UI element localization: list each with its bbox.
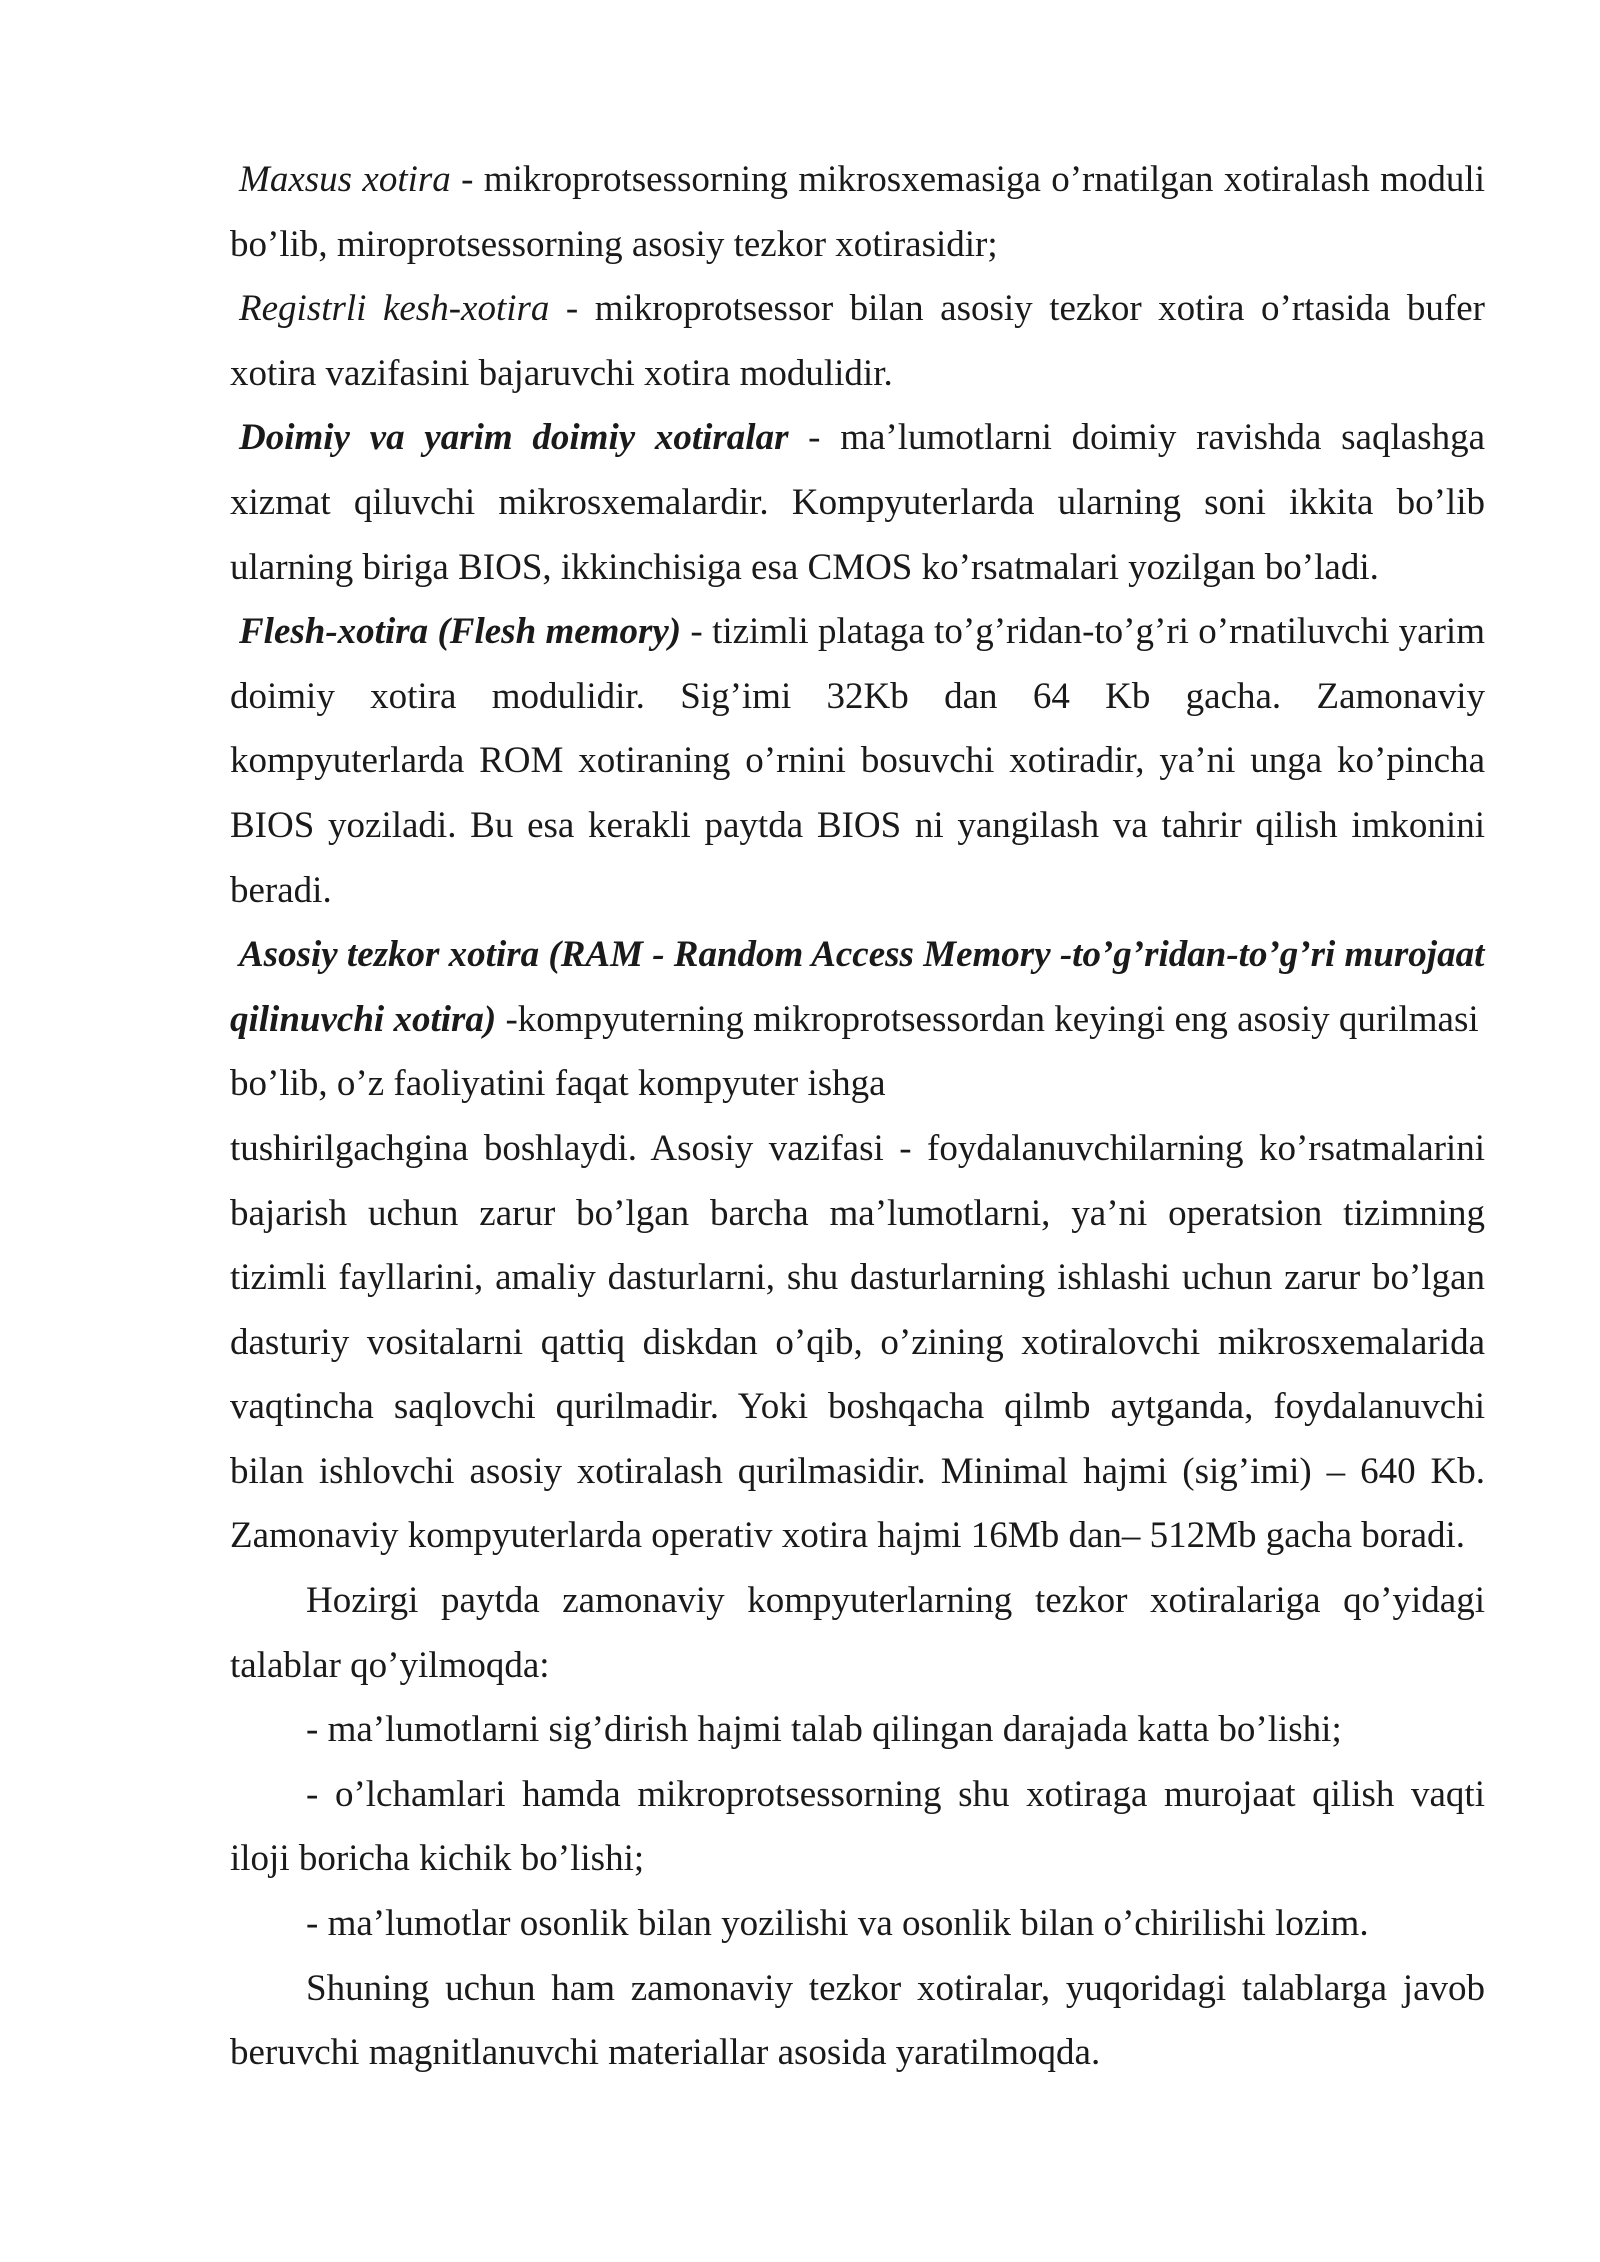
document-page (230, 148, 1485, 2086)
paragraph-registrli-kesh-xotira (230, 277, 1485, 406)
paragraph-doimiy-xotiralar (230, 406, 1485, 600)
paragraph-asosiy-vazifasi: tushirilgachgina boshlaydi. Asosiy vazifasi - foydalanuvchilarning ko’rsatmalarini bajarish uchun zarur bo’lgan barcha ma’lumotlarni, ya’ni operatsion tizimning tizimli fayllarini, amaliy dasturlarni, shu dasturlarning ishlashi uchun zarur bo’lgan dasturiy vositalarni qattiq diskdan o’qib, o’zining xotiralovchi mikrosxemalarida vaqtincha saqlovchi qurilmadir. Yoki boshqacha qilmb aytganda, foydalanuvchi bilan ishlovchi asosiy xotiralash qurilmasidir. Minimal hajmi (sig’imi) – 640 Kb. Zamonaviy kompyuterlarda operativ xotira hajmi 16Mb dan– 512Mb gacha boradi. (230, 1127, 1485, 1557)
paragraph-text: - mikroprotsessor bilan asosiy tezkor xotira o’rtasida bufer xotira vazifasini bajaruvchi xotira modulidir. (230, 288, 1485, 394)
term-flesh-xotira: Flesh-xotira (Flesh memory) (239, 611, 682, 653)
list-item-talab-1: - ma’lumotlarni sig’dirish hajmi talab qilingan darajada katta bo’lishi; (306, 1709, 1342, 1751)
term-doimiy-xotiralar: Doimiy va yarim doimiy xotiralar (239, 417, 789, 459)
paragraph-flesh-xotira (230, 600, 1485, 923)
paragraph-text: - mikroprotsessorning mikrosxemasiga o’rnatilgan xotiralash moduli bo’lib, miroprotsessorning asosiy tezkor xotirasidir; (230, 159, 1485, 265)
paragraph-xulosa: Shuning uchun ham zamonaviy tezkor xotiralar, yuqoridagi talablarga javob beruvchi magnitlanuvchi materiallar asosida yaratilmoqda. (230, 1967, 1485, 2074)
term-maxsus-xotira: Maxsus xotira (239, 159, 451, 200)
paragraph-asosiy-tezkor-xotira (230, 923, 1485, 1117)
paragraph-text: - tizimli plataga to’g’ridan-to’g’ri o’rnatiluvchi yarim doimiy xotira modulidir. Sig’imi 32Kb dan 64 Kb gacha. Zamonaviy kompyuterlarda ROM xotiraning o’rnini bosuvchi xotiradir, ya’ni unga ko’pincha BIOS yoziladi. Bu esa kerakli paytda BIOS ni yangilash va tahrir qilish imkonini beradi. (230, 611, 1485, 911)
term-registrli-kesh-xotira: Registrli kesh-xotira (239, 288, 550, 330)
paragraph-talablar-intro: Hozirgi paytda zamonaviy kompyuterlarning tezkor xotiralariga qo’yidagi talablar qo’yilmoqda: (230, 1580, 1485, 1686)
list-item-talab-3: - ma’lumotlar osonlik bilan yozilishi va osonlik bilan o’chirilishi lozim. (306, 1903, 1369, 1945)
paragraph-maxsus-xotira (230, 148, 1485, 277)
paragraph-text: -kompyuterning mikroprotsessordan keyingi eng asosiy qurilmasi bo’lib, o’z faoliyatini faqat kompyuter ishga (230, 998, 1479, 1105)
paragraph-text: - ma’lumotlarni doimiy ravishda saqlashga xizmat qiluvchi mikrosxemalardir. Kompyuterlarda ularning soni ikkita bo’lib ularning biriga BIOS, ikkinchisiga esa CMOS ko’rsatmalari yozilgan bo’ladi. (230, 417, 1485, 588)
term-asosiy-tezkor-xotira: Asosiy tezkor xotira (RAM - Random Access Memory -to’g’ridan-to’g’ri murojaat qilinuvchi xotira) (230, 934, 1485, 1040)
list-item-talab-2: - o’lchamlari hamda mikroprotsessorning shu xotiraga murojaat qilish vaqti iloji boricha kichik bo’lishi; (230, 1773, 1485, 1880)
